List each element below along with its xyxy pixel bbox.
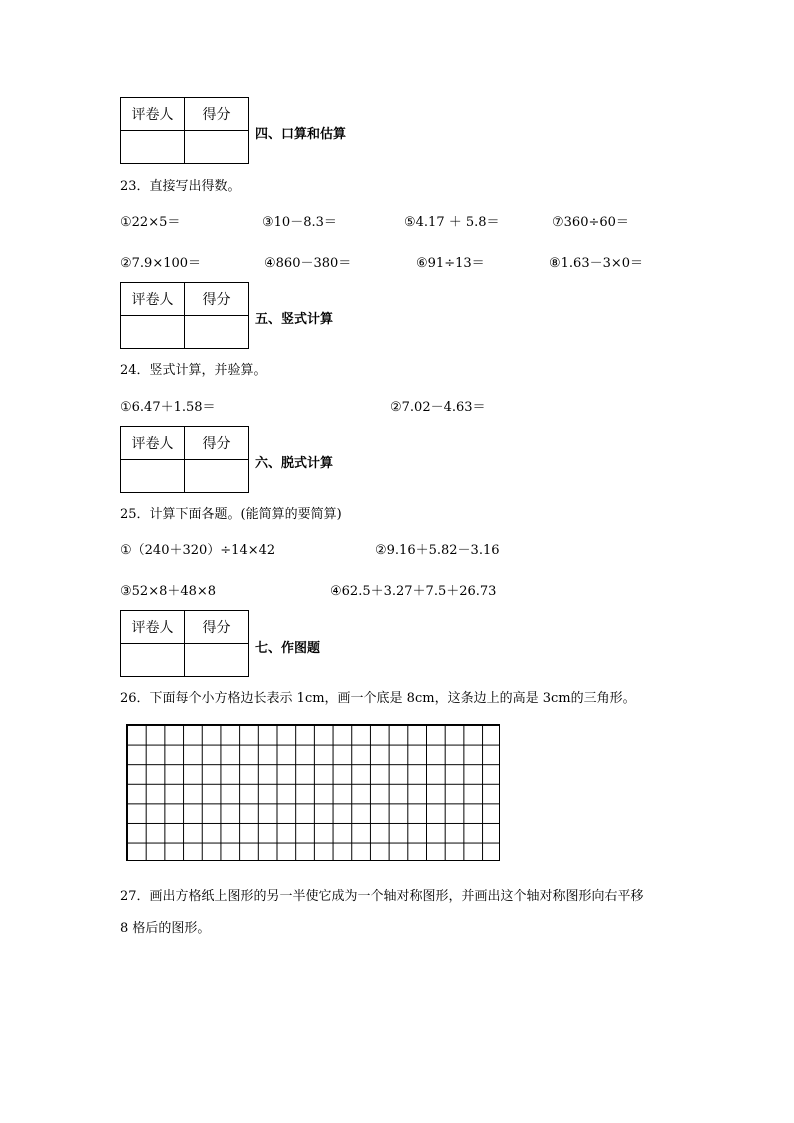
grader-cell[interactable]	[121, 316, 185, 349]
score-cell[interactable]	[185, 316, 249, 349]
grader-cell[interactable]	[121, 644, 185, 677]
q25-item-2: ②9.16＋5.82－3.16	[375, 543, 500, 558]
q25-item-3: ③52×8＋48×8	[120, 584, 217, 599]
q23-item-4: ④860－380＝	[264, 256, 352, 271]
score-table	[120, 282, 249, 349]
question-26: 26．下面每个小方格边长表示 1cm，画一个底是 8cm，这条边上的高是 3cm的三角形。	[120, 691, 636, 706]
q23-item-8: ⑧1.63－3×0＝	[549, 256, 644, 271]
question-27-line-1: 27．画出方格纸上图形的另一半使它成为一个轴对称图形，并画出这个轴对称图形向右平移	[120, 889, 644, 904]
score-table	[120, 426, 249, 493]
score-cell[interactable]	[185, 644, 249, 677]
q24-item-2: ②7.02－4.63＝	[390, 400, 486, 415]
q23-item-2: ②7.9×100＝	[120, 256, 202, 271]
score-header: 得分	[185, 427, 249, 460]
q25-item-1: ①（240＋320）÷14×42	[120, 543, 276, 558]
score-cell[interactable]	[185, 460, 249, 493]
grader-header: 评卷人	[121, 427, 185, 460]
grader-cell[interactable]	[121, 460, 185, 493]
q24-item-1: ①6.47＋1.58＝	[120, 400, 216, 415]
q23-item-1: ①22×5＝	[120, 215, 181, 230]
q23-item-6: ⑥91÷13＝	[416, 256, 485, 271]
score-header: 得分	[185, 611, 249, 644]
q23-item-5: ⑤4.17 ＋ 5.8＝	[404, 215, 500, 230]
grader-header: 评卷人	[121, 611, 185, 644]
question-24: 24．竖式计算，并验算。	[120, 363, 267, 378]
score-header: 得分	[185, 283, 249, 316]
question-27-line-2: 8 格后的图形。	[120, 921, 211, 936]
question-23: 23．直接写出得数。	[120, 179, 241, 194]
q25-item-4: ④62.5＋3.27＋7.5＋26.73	[330, 584, 497, 599]
section-title: 五、竖式计算	[255, 312, 334, 327]
score-header: 得分	[185, 98, 249, 131]
grader-cell[interactable]	[121, 131, 185, 164]
q23-item-3: ③10－8.3＝	[262, 215, 337, 230]
grader-header: 评卷人	[121, 283, 185, 316]
q23-item-7: ⑦360÷60＝	[552, 215, 629, 230]
section-title: 六、脱式计算	[255, 456, 334, 471]
score-table	[120, 610, 249, 677]
square-grid[interactable]	[126, 724, 500, 861]
score-table	[120, 97, 249, 164]
question-25: 25．计算下面各题。(能简算的要简算)	[120, 507, 342, 522]
section-title: 七、作图题	[255, 641, 321, 656]
score-cell[interactable]	[185, 131, 249, 164]
section-title: 四、口算和估算	[255, 127, 347, 142]
grader-header: 评卷人	[121, 98, 185, 131]
